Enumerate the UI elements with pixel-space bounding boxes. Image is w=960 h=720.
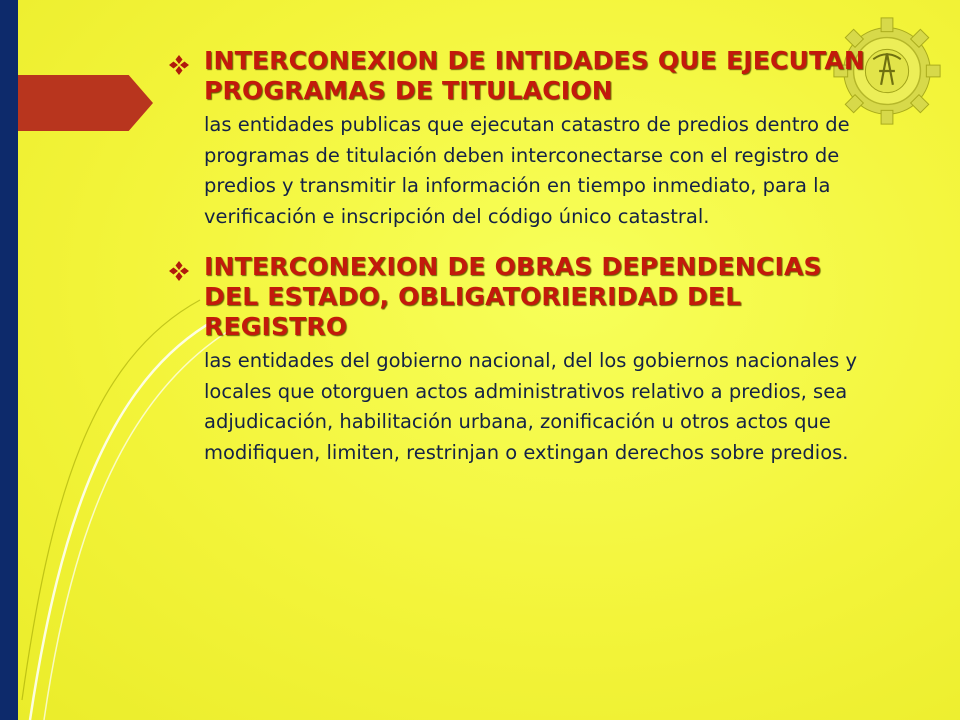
red-arrow-tab <box>18 75 153 131</box>
section-1 <box>150 46 870 232</box>
four-diamond-bullet-icon <box>168 260 190 282</box>
section-2-body: las entidades del gobierno nacional, del los gobiernos nacionales y locales que otorguen actos administrativos relativo a predios, sea adjudicación, habilitación urbana, zonificación u otros actos que modifiquen, limiten, restrinjan o extingan derechos sobre predios. <box>204 349 858 464</box>
section-2 <box>150 252 870 468</box>
section-1-heading: INTERCONEXION DE INTIDADES QUE EJECUTAN PROGRAMAS DE TITULACION <box>204 46 866 105</box>
section-1-body: las entidades publicas que ejecutan catastro de predios dentro de programas de titulación deben interconectarse con el registro de predios y transmitir la información en tiempo inmediato, para la verificación e inscripción del código único catastral. <box>204 113 850 228</box>
section-2-heading: INTERCONEXION DE OBRAS DEPENDENCIAS DEL ESTADO, OBLIGATORIERIDAD DEL REGISTRO <box>204 252 822 341</box>
content-area <box>150 46 870 468</box>
four-diamond-bullet-icon <box>168 54 190 76</box>
